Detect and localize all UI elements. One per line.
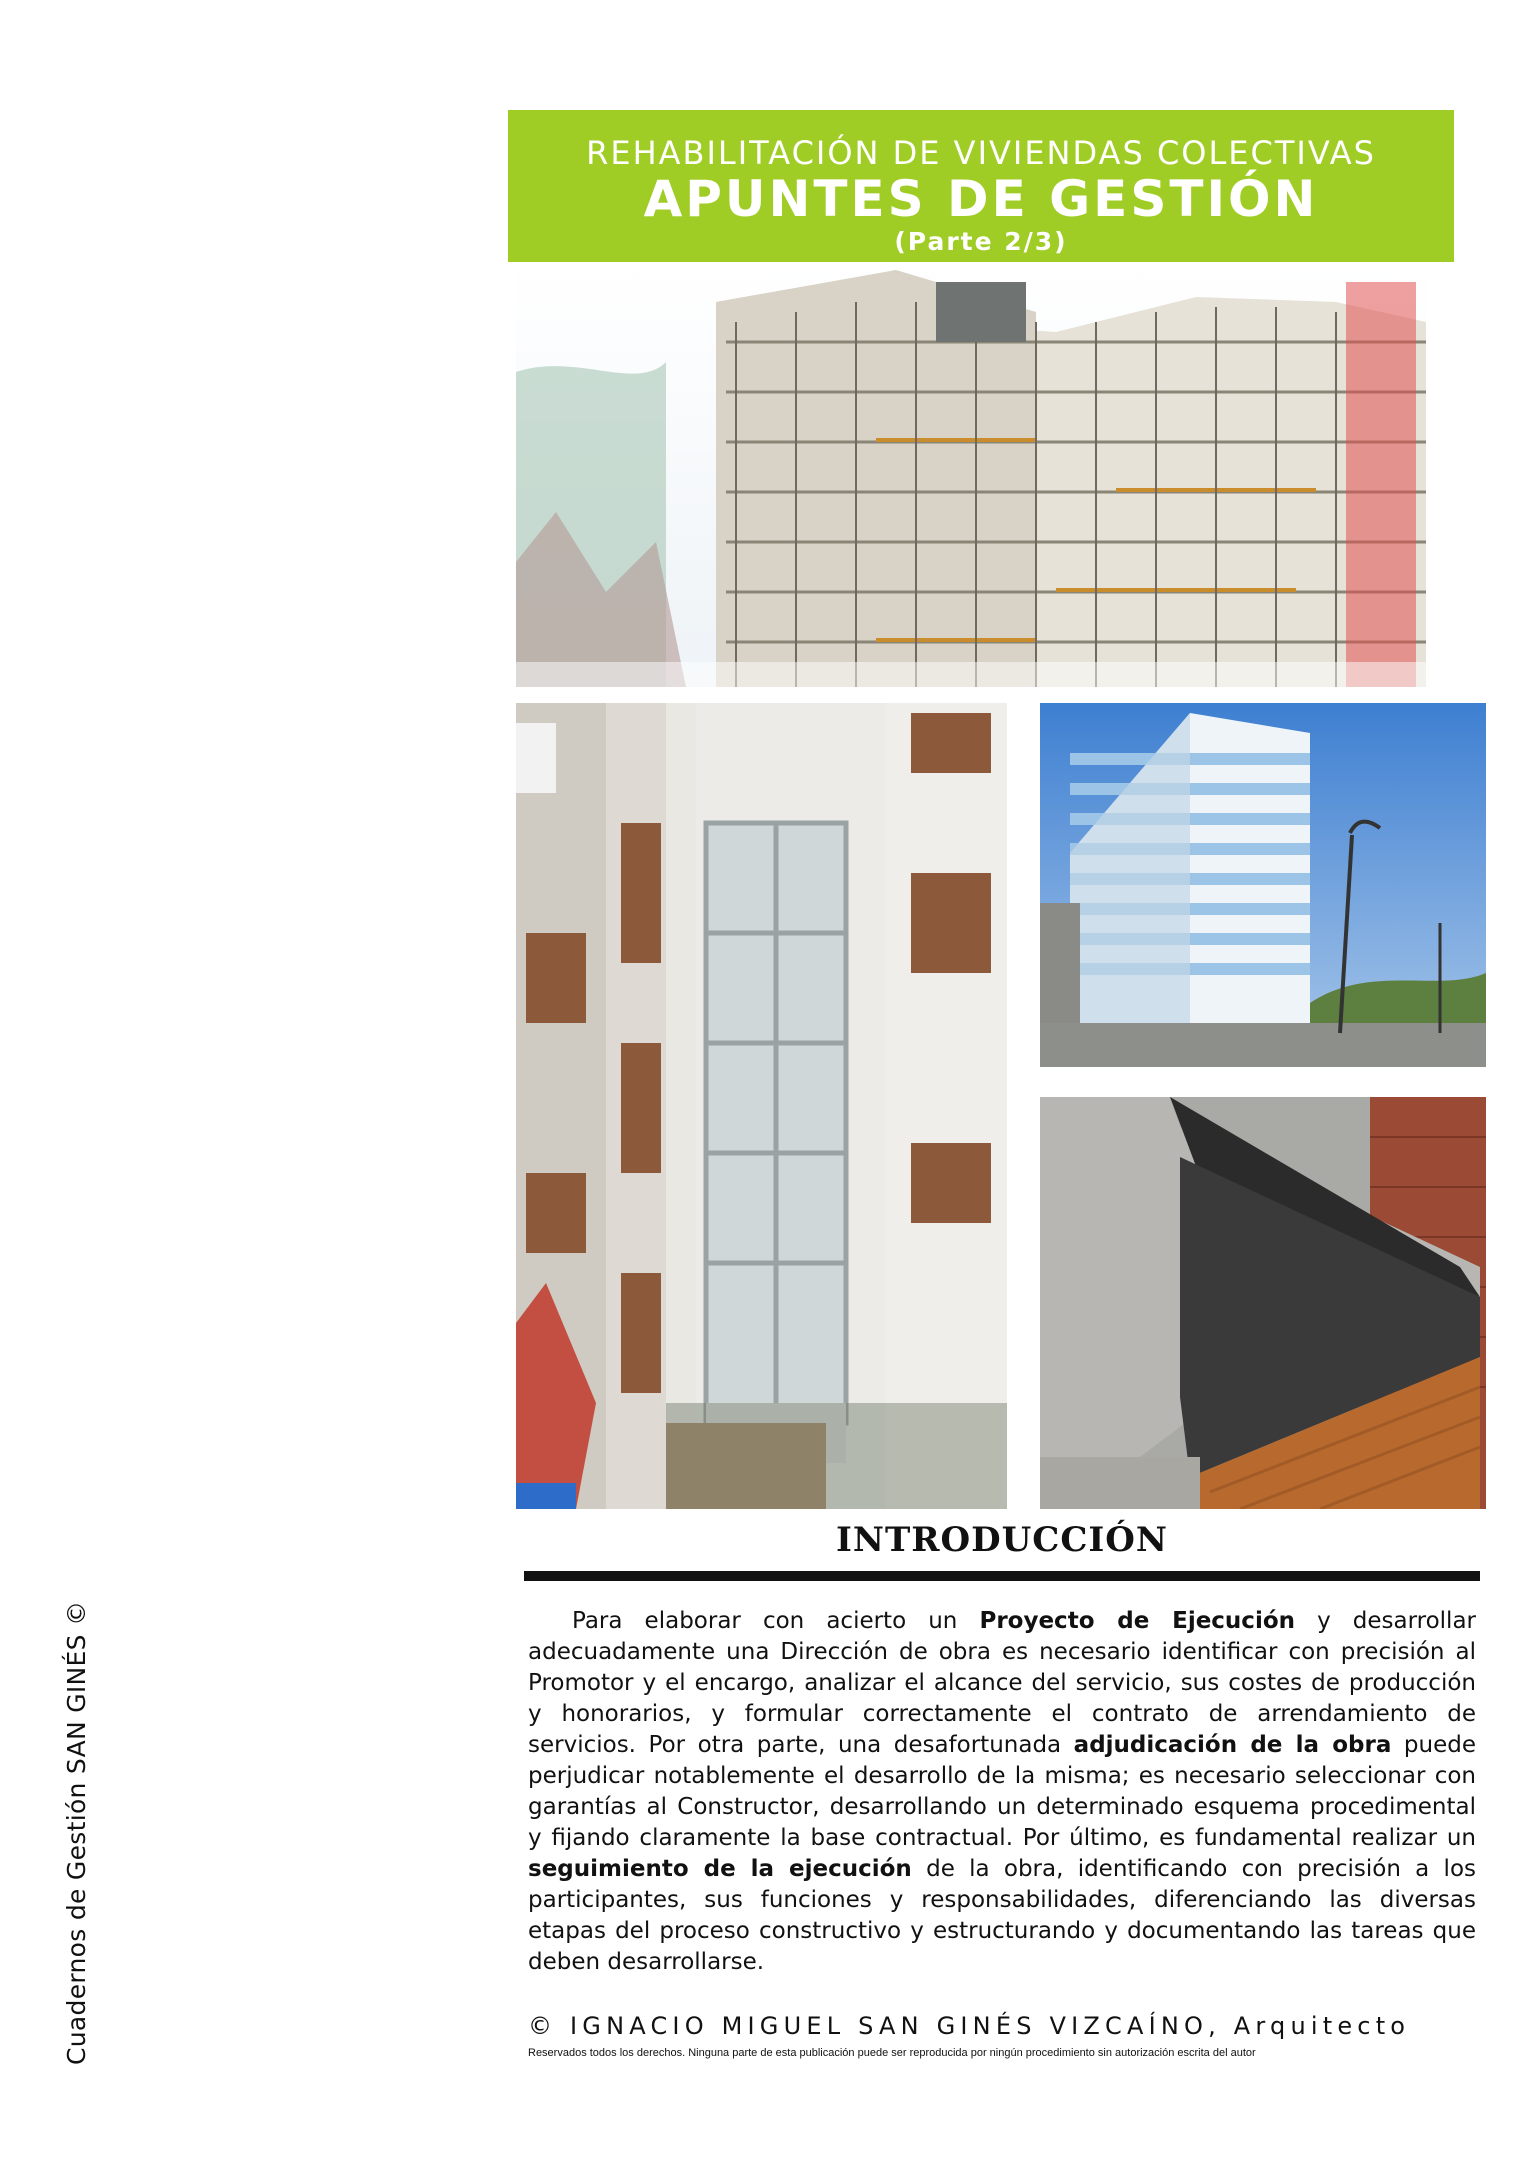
photo-striped-tower [1040, 703, 1486, 1067]
section-title: INTRODUCCIÓN [835, 1520, 1168, 1560]
body-run-bold: adjudicación de la obra [1073, 1732, 1392, 1758]
rights-notice: Reservados todos los derechos. Ninguna parte de esta publicación puede ser reproducida por ningún procedimiento sin autorización escrita del autor [528, 2047, 1256, 2059]
photo-scaffolded-building [516, 262, 1426, 687]
body-run: y desarrollar adecuadamente una Dirección de obra es necesario identificar con precisión al Promotor y el encargo, analizar el alcance del servicio, sus costes de producción y honorarios, y formular correctamente el contrato de arrendamiento de servicios. Por otra parte, una desafortunada [528, 1608, 1477, 1758]
title-banner [508, 110, 1454, 262]
copyright-line: © IGNACIO MIGUEL SAN GINÉS VIZCAÍNO, Arquitecto [528, 2012, 1411, 2040]
photo-glass-elevator [516, 703, 1007, 1509]
banner-subtitle: REHABILITACIÓN DE VIVIENDAS COLECTIVAS [586, 134, 1376, 172]
photo-metal-sill-detail [1040, 1097, 1486, 1509]
intro-paragraph [528, 1606, 1476, 1978]
sidebar-vertical-text: Cuadernos de Gestión SAN GINÉS © [62, 1600, 91, 2065]
body-run-bold: Proyecto de Ejecución [979, 1608, 1295, 1634]
banner-title: APUNTES DE GESTIÓN [643, 170, 1319, 228]
banner-part: (Parte 2/3) [894, 227, 1068, 256]
section-divider [524, 1571, 1480, 1581]
body-run: Para elaborar con acierto un [572, 1608, 980, 1634]
body-run: de la obra, identificando con precisión a los participantes, sus funciones y responsabilidades, diferenciando las diversas etapas del proceso constructivo y estructurando y documentando las tareas que deben desarrollarse. [528, 1856, 1476, 1975]
body-run: puede perjudicar notablemente el desarrollo de la misma; es necesario seleccionar con garantías al Constructor, desarrollando un determinado esquema procedimental y fijando claramente la base contractual. Por último, es fundamental realizar un [528, 1732, 1476, 1851]
body-run-bold: seguimiento de la ejecución [528, 1856, 912, 1882]
